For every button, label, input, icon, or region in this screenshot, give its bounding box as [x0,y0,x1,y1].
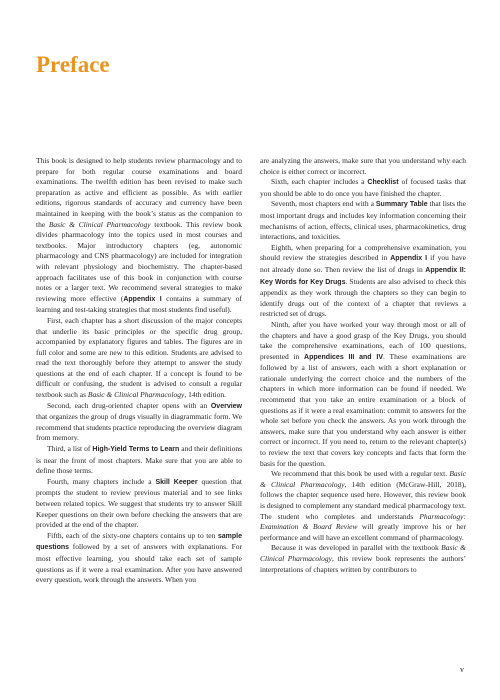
paragraph [36,531,242,586]
paragraph [260,543,466,575]
bold-term: Appendix I [123,295,162,303]
italic-title: Basic & Clinical Pharmacology [260,543,467,563]
italic-title: Pharmacology: Examination & Board Review [260,511,466,532]
paragraph [260,243,466,320]
paragraph [36,444,242,477]
text-run: Ninth, after you have worked your way through most or all of the chapters and have a good grasp of the Key Drugs, you should take the comprehensive examinations, each of 100 questions, presented in [260,319,466,361]
paragraph [260,469,466,543]
italic-title: Basic & Clinical Pharmacology [87,390,185,400]
bold-term: Appendix I [390,255,428,263]
text-run: . Students are also advised to check this appendix as they work through the chapters so they can begin to identify drugs out of the context of a chapter that reviews a restricted set of drugs. [260,276,467,319]
text-run: and their definitions is near the front of most chapters. Make sure that you are able to define those terms. [36,444,242,476]
bold-term: Skill Keeper [155,478,198,486]
paragraph [36,316,242,401]
bold-term: Appendices III and IV [304,353,384,361]
italic-title: Basic & Clinical Pharmacology [260,469,466,489]
page-number: v [460,665,464,674]
text-run: are analyzing the answers, make sure that you understand why each choice is either correct or incorrect. [260,156,466,176]
paragraph [36,477,242,531]
bold-term: Summary Table [375,201,428,209]
text-run: , 14th edition. [184,390,226,400]
text-run: followed by a set of answers with explanations. For most effective learning, you should take each set of sample questions as if it were a real examination. After you have answered every question, work through the answers. When you [36,542,242,585]
paragraph [260,320,466,469]
text-run: Seventh, most chapters end with a [271,199,376,209]
text-run: . These examinations are followed by a list of answers, each with a short explanation or rationale underlying the correct choice and the numbers of the chapters in which more information can be found if needed. We recommend that you take an entire examination or a block of questions as if it were a real examination: commit to answers for the whole set before you check the answers. As you work through the answers, make sure that you understand why each answer is either correct or incorrect. If you need to, return to the relevant chapter(s) to review the text that covers key concepts and facts that form the basis for the question. [260,351,466,468]
text-run: that organizes the group of drugs visually in diagrammatic form. We recommend that students practice reproducing the overview diagram from memory. [36,412,242,443]
text-run: contains a summary of learning and test-taking strategies that most students find useful). [36,293,242,315]
text-run: if you have not already done so. Then review the list of drugs in [260,253,467,274]
italic-title: Basic & Clinical Pharmacology [48,219,151,229]
preface-body [36,156,466,661]
text-run: that lists the most important drugs and includes key information concerning their mechanisms of action, effects, clinical uses, pharmacokinetics, drug interactions, and toxicities. [260,199,466,242]
text-run: Second, each drug-oriented chapter opens with an [47,400,211,410]
paragraph [260,199,466,242]
bold-term: sample questions [36,532,242,552]
paragraph [260,156,466,177]
text-run: , 14th edition (McGraw-Hill, 2018), follows the chapter sequence used here. However, this review book is designed to complement any standard medical pharmacology text. The student who completes and understands [260,479,466,521]
text-run: First, each chapter has a short discussion of the major concepts that underlie its basic principles or the specific drug group, accompanied by explanatory figures and tables. The figures are in full color and some are new to this edition. Students are advised to read the text thoroughly before they attempt to answer the study questions at the end of each chapter. If a concept is found to be difficult or confusing, the student is advised to consult a regular textbook such as [36,315,242,400]
text-run: Fifth, each of the sixty-one chapters contains up to ten [47,530,218,540]
text-run: textbook. This review book divides pharmacology into the topics used in most courses and textbooks. Major introductory chapters (eg, autonomic pharmacology and CNS pharmacology) are included for integration with relevant physiology and biochemistry. The chapter-based approach facilitates use of this book in conjunction with course notes or a larger text. We recommend several strategies to make reviewing more effective ( [36,219,242,303]
paragraph [260,177,466,199]
bold-term: Checklist [367,179,399,187]
text-run: This book is designed to help students review pharmacology and to prepare for both regular course examinations and board examinations. The twelfth edition has been revised to make such preparation as active and efficient as possible. As with earlier editions, rigorous standards of accuracy and currency have been maintained in keeping with the book’s status as the companion to the [36,156,242,229]
text-run: of focused tasks that you should be able to do once you have finished the chapter. [260,177,466,198]
page-title: Preface [36,52,110,77]
text-run: We recommend that this book be used with a regular text. [271,469,450,479]
bold-term: Overview [210,402,242,410]
text-run: Because it was developed in parallel with the textbook [271,543,442,553]
text-run: Eighth, when preparing for a comprehensive examination, you should review the strategies described in [260,242,466,263]
bold-term: Appendix II: Key Words for Key Drugs [260,266,466,286]
text-run: , this review book represents the authors’ interpretations of chapters written by contributors to [260,553,467,574]
text-run: Sixth, each chapter includes a [271,177,368,187]
left-column [36,156,242,661]
paragraph [36,156,242,316]
right-column [260,156,466,661]
paragraph [36,401,242,444]
text-run: question that prompts the student to review previous material and to see links between related topics. We suggest that students try to answer Skill Keeper questions on their own before checking the answers that are provided at the end of the chapter. [36,476,243,530]
text-run: Fourth, many chapters include a [47,476,156,486]
text-run: Third, a list of [47,444,93,454]
bold-term: High-Yield Terms to Learn [92,446,180,454]
text-run: will greatly improve his or her performance and will have an excellent command of pharmacology. [260,522,467,542]
